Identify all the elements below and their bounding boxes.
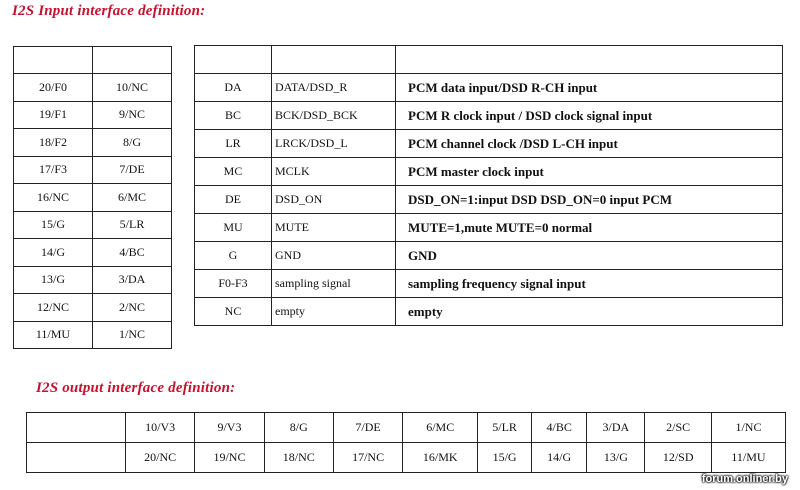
- watermark-text: forum.onliner.by: [701, 473, 788, 485]
- table-cell: 15/G: [478, 443, 532, 473]
- table-row: [14, 294, 172, 322]
- table-row: [14, 184, 172, 212]
- table-row: [14, 321, 172, 349]
- table-cell: MU: [195, 214, 272, 242]
- table-cell: NC: [195, 298, 272, 326]
- table-cell: empty: [396, 298, 783, 326]
- table-row: [27, 443, 786, 473]
- table-cell: DSD_ON=1:input DSD DSD_ON=0 input PCM: [396, 186, 783, 214]
- table-cell: 20/F0: [14, 74, 93, 102]
- table-row: [195, 102, 783, 130]
- table-cell: 5/LR: [478, 413, 532, 443]
- table-row: [14, 211, 172, 239]
- table-cell: MUTE: [272, 214, 396, 242]
- table-cell: DA: [195, 74, 272, 102]
- table-cell: 8/G: [93, 129, 172, 157]
- output-pin-table: [26, 412, 786, 473]
- table-row: [14, 129, 172, 157]
- table-cell: 9/V3: [195, 413, 264, 443]
- table-cell: G: [195, 242, 272, 270]
- table-row: [14, 239, 172, 267]
- table-cell: 17/F3: [14, 156, 93, 184]
- table-cell: [195, 46, 272, 74]
- table-cell: 10/V3: [126, 413, 195, 443]
- table-cell: 7/DE: [93, 156, 172, 184]
- table-row: [195, 74, 783, 102]
- table-cell: [14, 47, 93, 74]
- table-row: [14, 47, 172, 74]
- table-cell: GND: [396, 242, 783, 270]
- table-cell: MUTE=1,mute MUTE=0 normal: [396, 214, 783, 242]
- table-cell: 19/F1: [14, 101, 93, 129]
- table-row: [195, 298, 783, 326]
- table-cell: DATA/DSD_R: [272, 74, 396, 102]
- table-cell: 1/NC: [93, 321, 172, 349]
- table-row: [14, 156, 172, 184]
- table-cell: LR: [195, 130, 272, 158]
- table-cell: 16/NC: [14, 184, 93, 212]
- table-cell: [27, 443, 126, 473]
- table-cell: 4/BC: [532, 413, 587, 443]
- input-pin-table: [13, 46, 172, 349]
- table-cell: DE: [195, 186, 272, 214]
- table-cell: 6/MC: [403, 413, 478, 443]
- table-row: [14, 266, 172, 294]
- table-cell: 3/DA: [93, 266, 172, 294]
- table-cell: GND: [272, 242, 396, 270]
- table-row: [14, 101, 172, 129]
- table-cell: [27, 413, 126, 443]
- table-cell: 11/MU: [14, 321, 93, 349]
- table-cell: 14/G: [14, 239, 93, 267]
- table-cell: PCM data input/DSD R-CH input: [396, 74, 783, 102]
- table-cell: BCK/DSD_BCK: [272, 102, 396, 130]
- signal-definition-table: [194, 45, 783, 326]
- table-cell: 8/G: [264, 413, 333, 443]
- table-cell: 11/MU: [711, 443, 785, 473]
- table-cell: 13/G: [587, 443, 645, 473]
- table-cell: MCLK: [272, 158, 396, 186]
- table-cell: 20/NC: [126, 443, 195, 473]
- output-interface-heading: I2S output interface definition:: [36, 380, 236, 396]
- table-cell: PCM R clock input / DSD clock signal input: [396, 102, 783, 130]
- table-cell: BC: [195, 102, 272, 130]
- table-cell: LRCK/DSD_L: [272, 130, 396, 158]
- table-cell: F0-F3: [195, 270, 272, 298]
- table-cell: 1/NC: [711, 413, 785, 443]
- table-row: [195, 46, 783, 74]
- table-cell: 18/F2: [14, 129, 93, 157]
- table-cell: 14/G: [532, 443, 587, 473]
- table-cell: 17/NC: [333, 443, 402, 473]
- table-row: [27, 413, 786, 443]
- table-cell: 16/MK: [403, 443, 478, 473]
- table-cell: PCM master clock input: [396, 158, 783, 186]
- table-cell: 12/NC: [14, 294, 93, 322]
- table-cell: sampling signal: [272, 270, 396, 298]
- input-interface-heading: I2S Input interface definition:: [12, 3, 206, 19]
- table-cell: PCM channel clock /DSD L-CH input: [396, 130, 783, 158]
- table-cell: 2/NC: [93, 294, 172, 322]
- table-row: [195, 270, 783, 298]
- table-cell: empty: [272, 298, 396, 326]
- table-cell: 4/BC: [93, 239, 172, 267]
- table-cell: 5/LR: [93, 211, 172, 239]
- table-row: [195, 130, 783, 158]
- table-cell: 19/NC: [195, 443, 264, 473]
- table-row: [14, 74, 172, 102]
- table-cell: [396, 46, 783, 74]
- table-cell: 6/MC: [93, 184, 172, 212]
- table-row: [195, 214, 783, 242]
- table-cell: sampling frequency signal input: [396, 270, 783, 298]
- table-cell: DSD_ON: [272, 186, 396, 214]
- table-row: [195, 158, 783, 186]
- table-cell: 9/NC: [93, 101, 172, 129]
- table-cell: 12/SD: [645, 443, 712, 473]
- table-row: [195, 186, 783, 214]
- table-cell: 15/G: [14, 211, 93, 239]
- table-cell: 13/G: [14, 266, 93, 294]
- table-cell: 7/DE: [333, 413, 402, 443]
- table-cell: 2/SC: [645, 413, 712, 443]
- table-cell: 3/DA: [587, 413, 645, 443]
- table-cell: 10/NC: [93, 74, 172, 102]
- table-cell: [272, 46, 396, 74]
- table-row: [195, 242, 783, 270]
- table-cell: 18/NC: [264, 443, 333, 473]
- table-cell: MC: [195, 158, 272, 186]
- table-cell: [93, 47, 172, 74]
